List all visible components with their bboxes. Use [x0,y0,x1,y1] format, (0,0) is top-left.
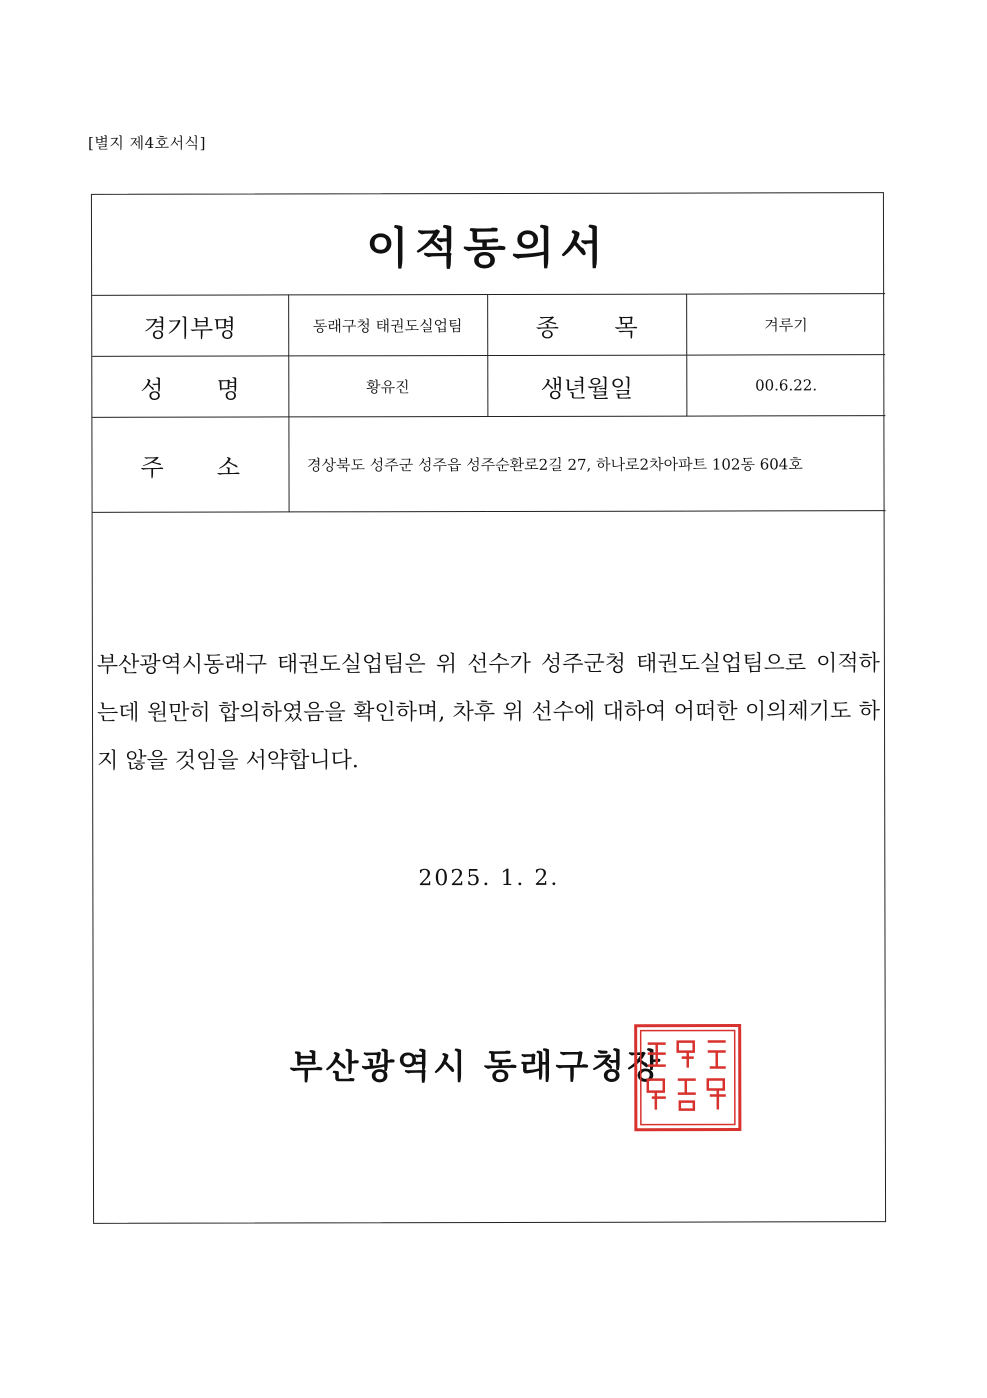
row-team [92,294,885,357]
document-date: 2025. 1. 2. [418,865,560,892]
address-label-2: 소 [216,453,241,482]
consent-document [91,192,886,1224]
name-label-2: 명 [216,375,240,404]
form-code: [별지 제4호서식] [88,134,206,152]
name-label [92,356,288,417]
row-name [92,355,885,418]
issuer-name: 부산광역시 동래구청장 [289,1046,664,1088]
address-label [92,417,288,512]
birth-label: 생년월일 [487,355,686,416]
document-title: 이적동의서 [366,222,609,275]
name-label-1: 성 [140,375,164,404]
event-label-1: 종 [535,313,559,342]
row-address [92,416,885,513]
address-label-1: 주 [140,453,164,482]
address-value: 경상북도 성주군 성주읍 성주순환로2길 27, 하나로2차아파트 102동 604호 [288,416,885,512]
info-table [92,293,885,513]
birth-value: 00.6.22. [686,355,885,416]
team-label: 경기부명 [92,295,288,356]
name-value: 황유진 [288,356,487,417]
event-label-2: 목 [614,313,638,342]
team-value: 동래구청 태권도실업팀 [288,295,487,356]
statement-text: 부산광역시동래구 태권도실업팀은 위 선수가 성주군청 태권도실업팀으로 이적하는데 원만히 합의하였음을 확인하며, 차후 위 선수에 대하여 어떠한 이의제기도 하지 않을 것임을 서약합니다. [96,651,881,774]
event-value: 겨루기 [686,294,885,355]
official-seal-icon [634,1023,742,1131]
event-label [487,294,686,355]
